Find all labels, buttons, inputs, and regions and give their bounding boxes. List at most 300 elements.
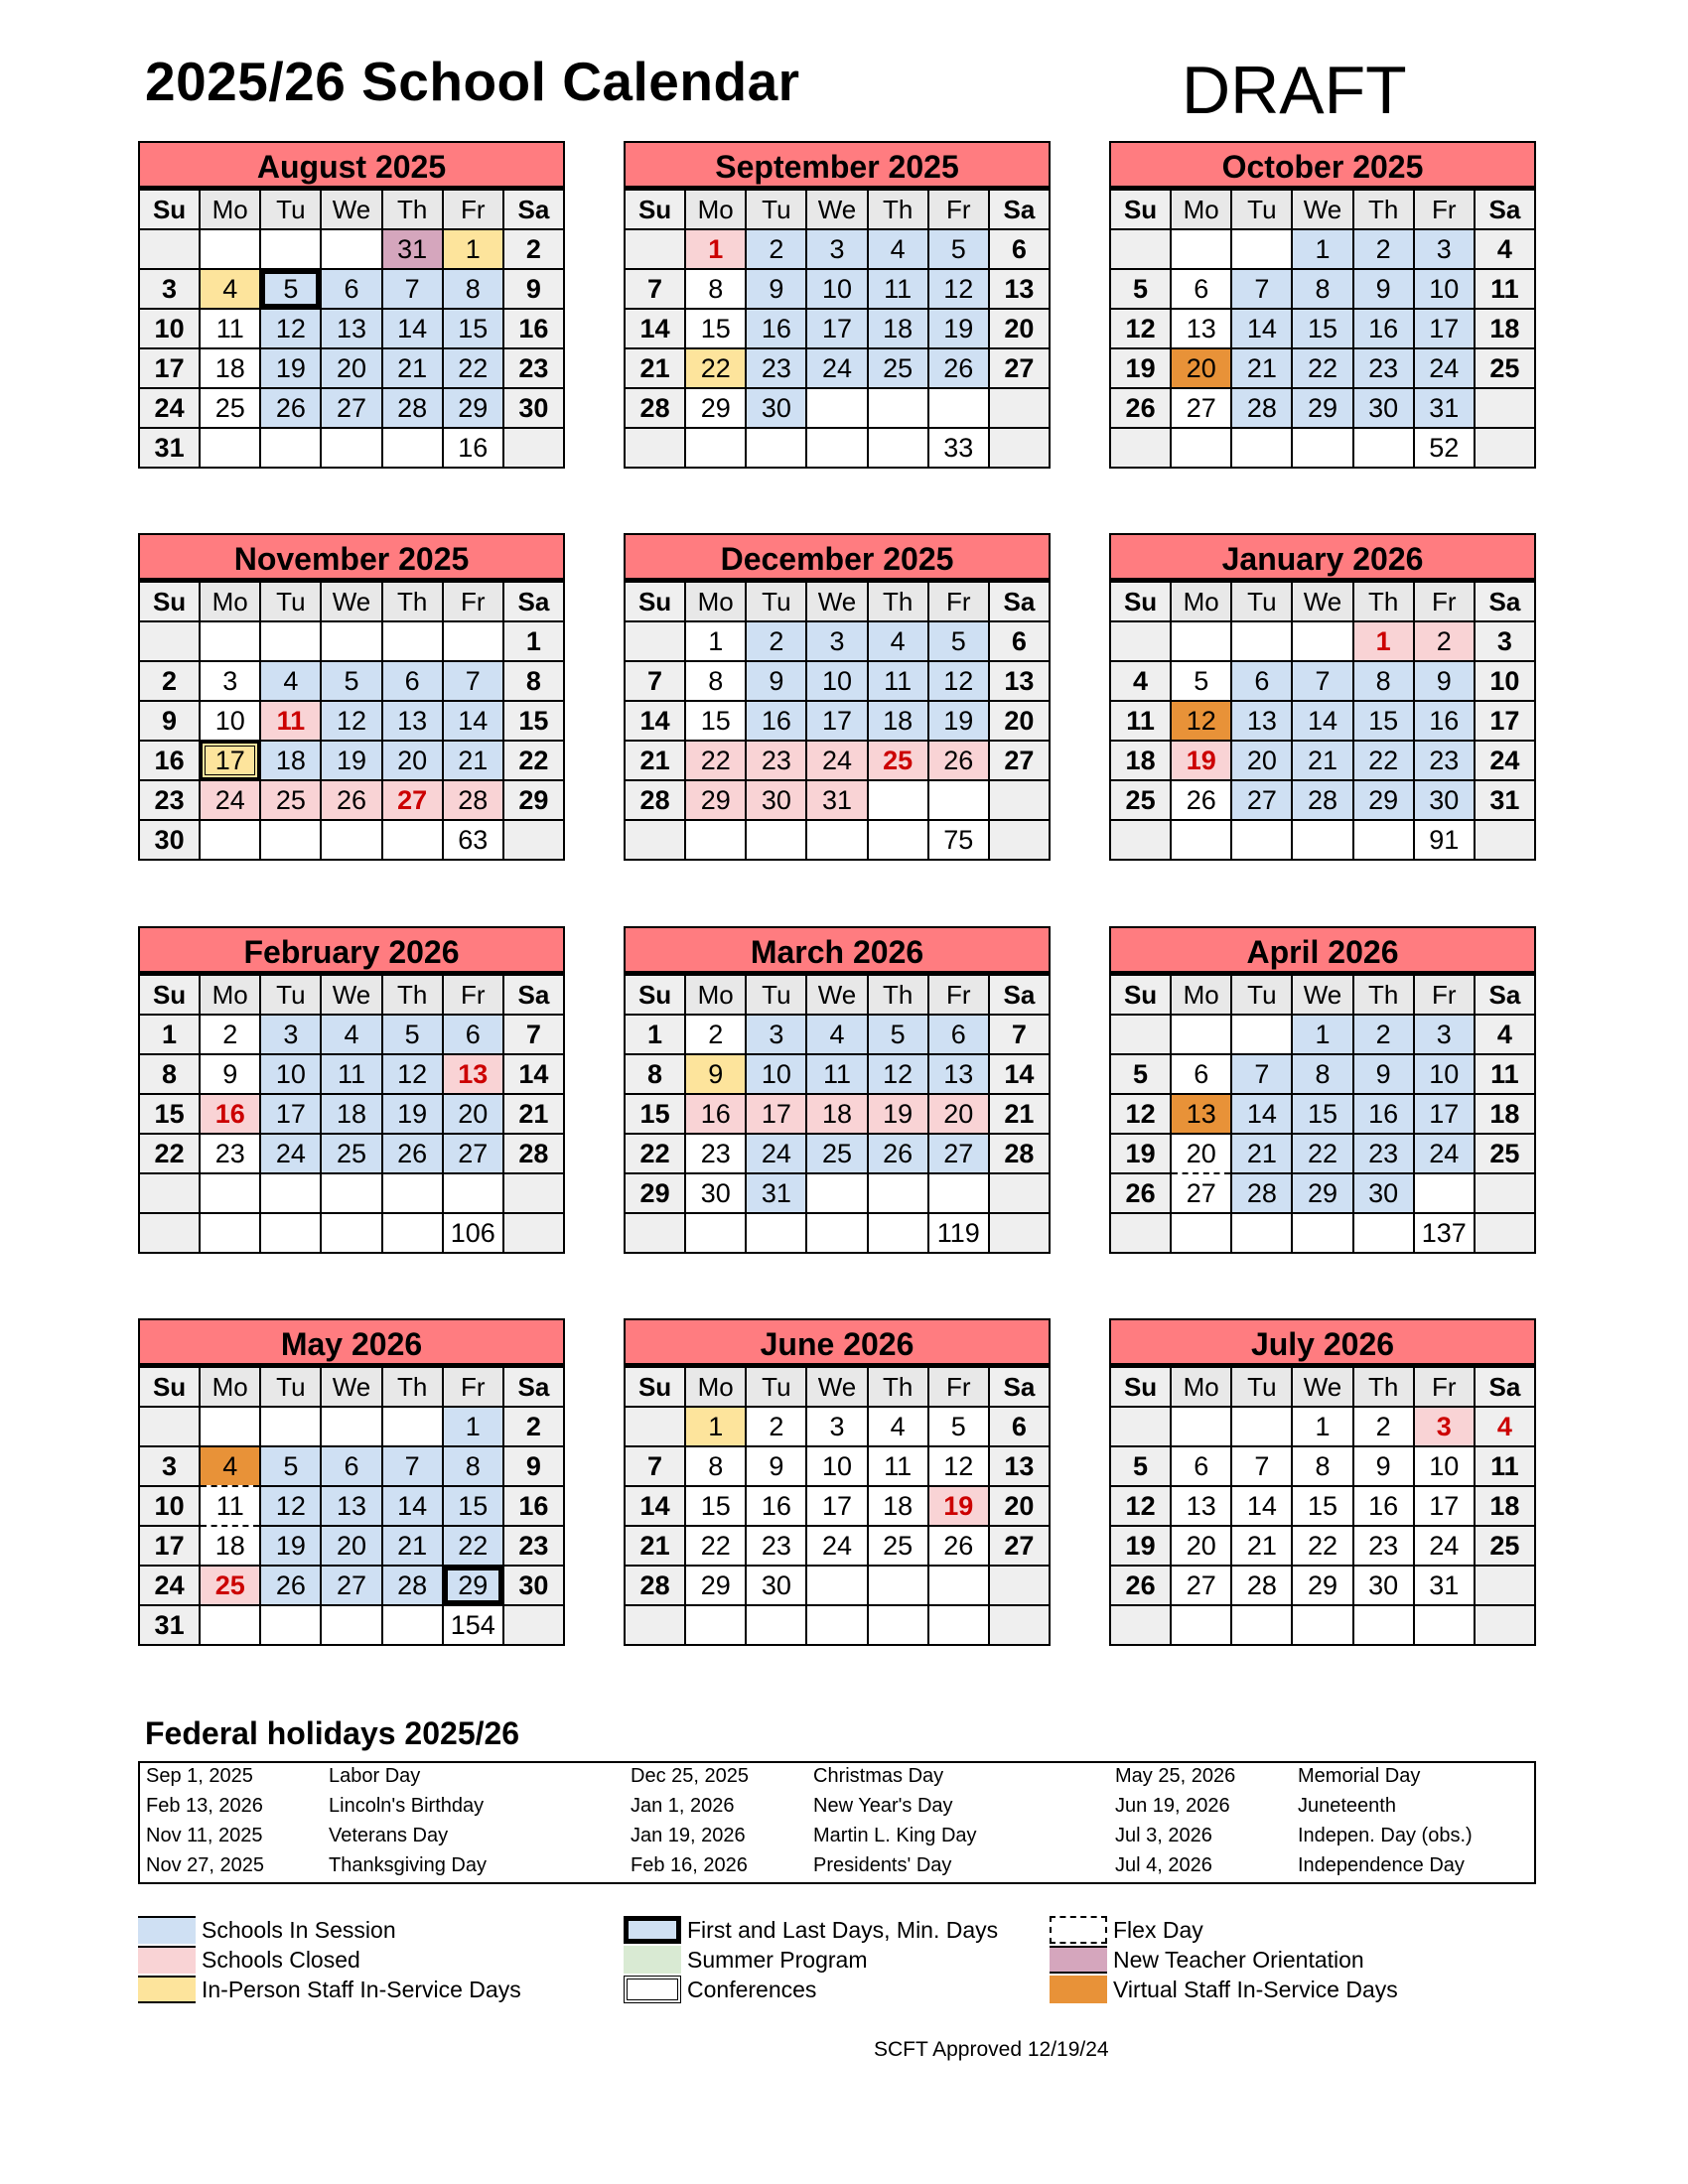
weekday-header: Fr: [1414, 190, 1475, 229]
weekday-header: Sa: [989, 190, 1050, 229]
legend-label: Flex Day: [1113, 1916, 1203, 1943]
empty-cell: [260, 820, 321, 860]
day-cell: 31: [806, 780, 867, 820]
day-cell: 10: [806, 1446, 867, 1486]
weekday-header: Fr: [443, 190, 503, 229]
weekday-header: Fr: [1414, 1367, 1475, 1407]
day-cell: 3: [260, 1015, 321, 1054]
day-cell: 24: [1414, 1134, 1475, 1173]
empty-cell: [321, 1213, 381, 1253]
holiday-name: Indepen. Day (obs.): [1298, 1825, 1473, 1846]
holiday-name: New Year's Day: [813, 1795, 953, 1817]
day-cell: 14: [625, 701, 685, 741]
day-cell: 5: [321, 661, 381, 701]
day-cell: 7: [1292, 661, 1352, 701]
page-title: 2025/26 School Calendar: [145, 51, 800, 112]
month-november-2025: [138, 533, 565, 861]
empty-cell: [200, 1407, 260, 1446]
day-cell: 21: [625, 741, 685, 780]
day-cell: 24: [806, 348, 867, 388]
day-cell: 13: [1171, 1486, 1231, 1526]
empty-cell: [1353, 820, 1414, 860]
school-day-count: 52: [1414, 428, 1475, 468]
day-cell: 27: [443, 1134, 503, 1173]
empty-cell: [928, 1173, 989, 1213]
day-cell: 26: [382, 1134, 443, 1173]
day-cell: 29: [685, 1566, 746, 1605]
day-cell: 10: [200, 701, 260, 741]
day-cell: 18: [806, 1094, 867, 1134]
month-march-2026: [624, 926, 1051, 1254]
month-january-2026: [1109, 533, 1536, 861]
day-cell: 3: [806, 621, 867, 661]
empty-cell: [1110, 820, 1171, 860]
empty-cell: [806, 1605, 867, 1645]
day-cell: 19: [868, 1094, 928, 1134]
day-cell: 31: [382, 229, 443, 269]
empty-cell: [139, 1173, 200, 1213]
empty-cell: [260, 1407, 321, 1446]
day-cell: 13: [989, 1446, 1050, 1486]
day-cell: 26: [928, 348, 989, 388]
empty-cell: [200, 1605, 260, 1645]
empty-cell: [1475, 1213, 1535, 1253]
day-cell: 9: [139, 701, 200, 741]
empty-cell: [382, 621, 443, 661]
day-cell: 14: [625, 309, 685, 348]
legend-label: Conferences: [687, 1976, 817, 2002]
weekday-header: Th: [1353, 190, 1414, 229]
day-cell: 3: [806, 229, 867, 269]
empty-cell: [1292, 820, 1352, 860]
weekday-header: Sa: [989, 582, 1050, 621]
weekday-header: Su: [139, 1367, 200, 1407]
day-cell: 16: [685, 1094, 746, 1134]
day-cell: 12: [928, 661, 989, 701]
weekday-header: Tu: [746, 975, 806, 1015]
legend-item: [1050, 1976, 1398, 2003]
day-cell: 18: [1475, 309, 1535, 348]
weekday-header: Sa: [503, 1367, 564, 1407]
day-cell: 19: [382, 1094, 443, 1134]
day-cell: 26: [260, 1566, 321, 1605]
day-cell: 4: [868, 621, 928, 661]
weekday-header: Mo: [685, 1367, 746, 1407]
day-cell: 10: [139, 309, 200, 348]
weekday-header: Th: [1353, 1367, 1414, 1407]
day-cell: 24: [139, 1566, 200, 1605]
day-cell: 2: [746, 229, 806, 269]
day-cell: 31: [1475, 780, 1535, 820]
weekday-header: Sa: [989, 975, 1050, 1015]
school-day-count: 91: [1414, 820, 1475, 860]
weekday-header: Fr: [1414, 582, 1475, 621]
day-cell: 20: [321, 1526, 381, 1566]
day-cell: 24: [746, 1134, 806, 1173]
day-cell: 6: [321, 269, 381, 309]
day-cell: 29: [1353, 780, 1414, 820]
day-cell: 23: [1353, 348, 1414, 388]
empty-cell: [868, 780, 928, 820]
legend-label: First and Last Days, Min. Days: [687, 1916, 999, 1943]
month-title: October 2025: [1109, 141, 1536, 189]
empty-cell: [928, 1566, 989, 1605]
empty-cell: [200, 1173, 260, 1213]
day-cell: 21: [625, 348, 685, 388]
empty-cell: [321, 820, 381, 860]
day-cell: 6: [989, 229, 1050, 269]
day-cell: 3: [1414, 229, 1475, 269]
day-cell: 8: [443, 1446, 503, 1486]
holidays-table: [138, 1761, 1536, 1884]
day-cell: 2: [139, 661, 200, 701]
legend-item: [624, 1916, 998, 1944]
day-cell: 31: [139, 1605, 200, 1645]
day-cell: 25: [1475, 1134, 1535, 1173]
day-cell: 24: [139, 388, 200, 428]
day-cell: 1: [1292, 1015, 1352, 1054]
day-cell: 15: [139, 1094, 200, 1134]
day-cell: 10: [1414, 1054, 1475, 1094]
empty-cell: [746, 428, 806, 468]
day-cell: 5: [382, 1015, 443, 1054]
day-cell: 6: [1231, 661, 1292, 701]
day-cell: 17: [139, 1526, 200, 1566]
day-cell: 1: [1292, 229, 1352, 269]
weekday-header: We: [1292, 975, 1352, 1015]
day-cell: 12: [1110, 1486, 1171, 1526]
day-cell: 14: [1231, 309, 1292, 348]
day-cell: 13: [1231, 701, 1292, 741]
legend-label: In-Person Staff In-Service Days: [202, 1976, 521, 2002]
day-cell: 16: [200, 1094, 260, 1134]
school-day-count: 154: [443, 1605, 503, 1645]
day-cell: 6: [928, 1015, 989, 1054]
weekday-header: Fr: [1414, 975, 1475, 1015]
day-cell: 21: [1231, 1134, 1292, 1173]
empty-cell: [928, 780, 989, 820]
day-cell: 18: [1475, 1486, 1535, 1526]
day-cell: 26: [1110, 1173, 1171, 1213]
legend-swatch: [138, 1946, 196, 1974]
day-cell: 4: [1110, 661, 1171, 701]
day-cell: 5: [260, 1446, 321, 1486]
day-cell: 11: [200, 309, 260, 348]
holiday-date: Sep 1, 2025: [146, 1765, 253, 1787]
weekday-header: We: [321, 975, 381, 1015]
day-cell: 30: [746, 1566, 806, 1605]
day-cell: 8: [1353, 661, 1414, 701]
holiday-date: Nov 27, 2025: [146, 1854, 264, 1876]
weekday-header: Mo: [1171, 975, 1231, 1015]
empty-cell: [806, 1566, 867, 1605]
empty-cell: [1110, 428, 1171, 468]
day-cell: 4: [868, 1407, 928, 1446]
day-cell: 19: [1171, 741, 1231, 780]
weekday-header: Tu: [260, 582, 321, 621]
day-cell: 1: [503, 621, 564, 661]
day-cell: 25: [868, 741, 928, 780]
day-cell: 16: [139, 741, 200, 780]
empty-cell: [200, 428, 260, 468]
day-cell: 7: [503, 1015, 564, 1054]
day-cell: 8: [503, 661, 564, 701]
holiday-row: [631, 1765, 943, 1788]
empty-cell: [806, 1213, 867, 1253]
day-cell: 5: [928, 1407, 989, 1446]
day-cell: 27: [989, 348, 1050, 388]
weekday-header: Tu: [1231, 1367, 1292, 1407]
day-cell: 22: [139, 1134, 200, 1173]
weekday-header: We: [1292, 1367, 1352, 1407]
day-cell: 30: [503, 1566, 564, 1605]
day-cell: 4: [321, 1015, 381, 1054]
weekday-header: Sa: [1475, 190, 1535, 229]
day-cell: 23: [200, 1134, 260, 1173]
day-cell: 17: [260, 1094, 321, 1134]
day-cell: 5: [1110, 269, 1171, 309]
month-september-2025: [624, 141, 1051, 469]
weekday-header: Th: [868, 975, 928, 1015]
day-cell: 11: [868, 1446, 928, 1486]
empty-cell: [868, 1566, 928, 1605]
day-cell: 5: [1110, 1446, 1171, 1486]
day-cell: 7: [625, 1446, 685, 1486]
weekday-header: Tu: [1231, 190, 1292, 229]
day-cell: 8: [1292, 269, 1352, 309]
day-cell: 11: [321, 1054, 381, 1094]
weekday-header: We: [1292, 582, 1352, 621]
day-cell: 17: [746, 1094, 806, 1134]
day-cell: 18: [200, 348, 260, 388]
day-cell: 28: [443, 780, 503, 820]
day-cell: 31: [746, 1173, 806, 1213]
day-cell: 30: [685, 1173, 746, 1213]
empty-cell: [1414, 1173, 1475, 1213]
weekday-header: Tu: [260, 975, 321, 1015]
holiday-name: Presidents' Day: [813, 1854, 952, 1876]
empty-cell: [868, 1605, 928, 1645]
day-cell: 5: [868, 1015, 928, 1054]
weekday-header: Tu: [746, 582, 806, 621]
holiday-date: Jan 19, 2026: [631, 1825, 746, 1846]
day-cell: 1: [1353, 621, 1414, 661]
day-cell: 10: [1475, 661, 1535, 701]
month-june-2026: [624, 1318, 1051, 1646]
holiday-row: [631, 1795, 953, 1818]
weekday-header: Fr: [928, 975, 989, 1015]
day-cell: 10: [1414, 1446, 1475, 1486]
day-cell: 13: [928, 1054, 989, 1094]
empty-cell: [260, 428, 321, 468]
day-cell: 15: [1292, 309, 1352, 348]
day-cell: 19: [1110, 348, 1171, 388]
empty-cell: [989, 1173, 1050, 1213]
day-cell: 13: [989, 661, 1050, 701]
day-cell: 26: [1110, 388, 1171, 428]
day-cell: 15: [1292, 1094, 1352, 1134]
day-cell: 16: [1353, 1486, 1414, 1526]
day-cell: 13: [382, 701, 443, 741]
day-cell: 22: [443, 1526, 503, 1566]
day-cell: 9: [503, 269, 564, 309]
day-cell: 11: [200, 1486, 260, 1526]
day-cell: 9: [1414, 661, 1475, 701]
day-cell: 22: [443, 348, 503, 388]
day-cell: 15: [1292, 1486, 1352, 1526]
day-cell: 15: [625, 1094, 685, 1134]
day-cell: 1: [139, 1015, 200, 1054]
empty-cell: [989, 780, 1050, 820]
day-cell: 1: [443, 229, 503, 269]
day-cell: 9: [1353, 1446, 1414, 1486]
empty-cell: [200, 1213, 260, 1253]
day-cell: 11: [1475, 1446, 1535, 1486]
empty-cell: [139, 621, 200, 661]
day-cell: 12: [928, 269, 989, 309]
day-cell: 21: [989, 1094, 1050, 1134]
day-cell: 21: [382, 1526, 443, 1566]
weekday-header: Th: [868, 1367, 928, 1407]
day-cell: 24: [1414, 348, 1475, 388]
day-cell: 12: [928, 1446, 989, 1486]
day-cell: 25: [1475, 1526, 1535, 1566]
day-cell: 19: [260, 1526, 321, 1566]
day-cell: 12: [868, 1054, 928, 1094]
day-cell: 26: [928, 741, 989, 780]
weekday-header: Mo: [1171, 582, 1231, 621]
day-cell: 27: [1171, 388, 1231, 428]
holiday-date: Jun 19, 2026: [1115, 1795, 1230, 1817]
day-cell: 24: [1414, 1526, 1475, 1566]
day-cell: 7: [382, 269, 443, 309]
legend-item: [1050, 1916, 1203, 1944]
day-cell: 9: [503, 1446, 564, 1486]
empty-cell: [1231, 820, 1292, 860]
day-cell: 4: [200, 1446, 260, 1486]
day-cell: 6: [443, 1015, 503, 1054]
day-cell: 21: [382, 348, 443, 388]
legend-swatch: [1050, 1976, 1107, 2003]
day-cell: 30: [1353, 1566, 1414, 1605]
day-cell: 30: [139, 820, 200, 860]
day-cell: 11: [868, 661, 928, 701]
legend-item: [138, 1916, 396, 1944]
day-cell: 29: [625, 1173, 685, 1213]
empty-cell: [1171, 1213, 1231, 1253]
day-cell: 4: [1475, 229, 1535, 269]
day-cell: 4: [1475, 1407, 1535, 1446]
month-title: March 2026: [624, 926, 1051, 974]
empty-cell: [1475, 428, 1535, 468]
day-cell: 28: [989, 1134, 1050, 1173]
day-cell: 4: [1475, 1015, 1535, 1054]
month-title: July 2026: [1109, 1318, 1536, 1366]
weekday-header: Fr: [928, 190, 989, 229]
day-cell: 4: [868, 229, 928, 269]
day-cell: 25: [1110, 780, 1171, 820]
legend-swatch: [624, 1916, 681, 1944]
empty-cell: [625, 1407, 685, 1446]
day-cell: 22: [625, 1134, 685, 1173]
day-cell: 25: [260, 780, 321, 820]
empty-cell: [1171, 1015, 1231, 1054]
empty-cell: [321, 229, 381, 269]
day-cell: 19: [928, 1486, 989, 1526]
legend-swatch: [624, 1976, 681, 2003]
day-cell: 28: [1292, 780, 1352, 820]
day-cell: 28: [625, 388, 685, 428]
day-cell: 16: [746, 701, 806, 741]
day-cell: 2: [200, 1015, 260, 1054]
empty-cell: [989, 1605, 1050, 1645]
day-cell: 20: [989, 309, 1050, 348]
holiday-name: Christmas Day: [813, 1765, 944, 1787]
empty-cell: [503, 820, 564, 860]
day-cell: 17: [1414, 1094, 1475, 1134]
empty-cell: [625, 1213, 685, 1253]
empty-cell: [321, 428, 381, 468]
day-cell: 13: [443, 1054, 503, 1094]
weekday-header: Su: [1110, 975, 1171, 1015]
empty-cell: [1231, 1605, 1292, 1645]
weekday-header: Th: [868, 190, 928, 229]
day-cell: 17: [1475, 701, 1535, 741]
weekday-header: Mo: [200, 1367, 260, 1407]
weekday-header: Su: [1110, 1367, 1171, 1407]
day-cell: 16: [746, 309, 806, 348]
day-cell: 22: [1292, 1134, 1352, 1173]
empty-cell: [503, 428, 564, 468]
day-cell: 28: [1231, 388, 1292, 428]
month-title: December 2025: [624, 533, 1051, 581]
day-cell: 9: [200, 1054, 260, 1094]
holiday-name: Veterans Day: [329, 1825, 449, 1846]
day-cell: 14: [1231, 1094, 1292, 1134]
day-cell: 3: [746, 1015, 806, 1054]
day-cell: 18: [321, 1094, 381, 1134]
day-cell: 5: [928, 621, 989, 661]
holiday-date: Dec 25, 2025: [631, 1765, 749, 1787]
day-cell: 10: [806, 661, 867, 701]
day-cell: 3: [200, 661, 260, 701]
holiday-name: Labor Day: [329, 1765, 421, 1787]
day-cell: 18: [1475, 1094, 1535, 1134]
empty-cell: [200, 820, 260, 860]
day-cell: 3: [1414, 1015, 1475, 1054]
day-cell: 10: [260, 1054, 321, 1094]
day-cell: 1: [443, 1407, 503, 1446]
month-title: February 2026: [138, 926, 565, 974]
weekday-header: Tu: [260, 190, 321, 229]
weekday-header: Th: [382, 190, 443, 229]
day-cell: 1: [625, 1015, 685, 1054]
day-cell: 12: [260, 309, 321, 348]
holiday-row: [1115, 1825, 1473, 1847]
empty-cell: [1231, 621, 1292, 661]
day-cell: 8: [1292, 1446, 1352, 1486]
holiday-row: [146, 1795, 484, 1818]
day-cell: 26: [1171, 780, 1231, 820]
weekday-header: Sa: [989, 1367, 1050, 1407]
day-cell: 13: [321, 309, 381, 348]
day-cell: 7: [382, 1446, 443, 1486]
legend-item: [1050, 1946, 1364, 1974]
day-cell: 30: [746, 388, 806, 428]
day-cell: 27: [989, 741, 1050, 780]
day-cell: 2: [746, 621, 806, 661]
weekday-header: We: [1292, 190, 1352, 229]
